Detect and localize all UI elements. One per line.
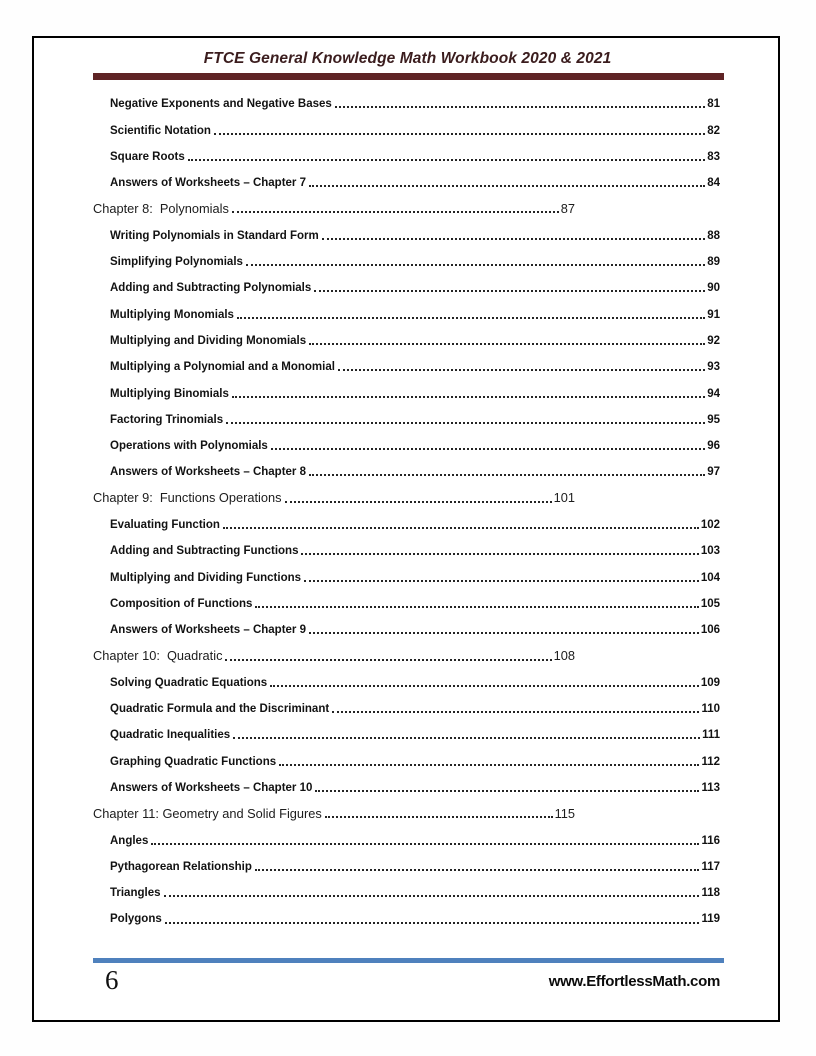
toc-entry-page: 111 [702, 729, 720, 742]
toc-leader-dots [165, 922, 700, 924]
toc-entry-page: 87 [560, 201, 575, 217]
toc-leader-dots [237, 317, 705, 319]
toc-entry-page: 88 [707, 229, 720, 242]
toc-entry-page: 94 [707, 387, 720, 400]
toc-entry-page: 104 [700, 571, 720, 584]
toc-row[interactable] [93, 636, 575, 662]
toc-leader-dots [325, 816, 553, 818]
toc-row[interactable] [93, 794, 575, 820]
toc-entry-label: Scientific Notation [110, 124, 211, 137]
toc-leader-dots [255, 606, 698, 608]
toc-entry-label: Answers of Worksheets – Chapter 9 [110, 624, 306, 637]
toc-entry-page: 108 [553, 648, 575, 664]
toc-leader-dots [270, 685, 699, 687]
toc-row[interactable] [93, 768, 720, 794]
toc-row[interactable] [93, 899, 720, 925]
toc-entry-label: Operations with Polynomials [110, 440, 268, 453]
toc-entry-label: Adding and Subtracting Polynomials [110, 282, 312, 295]
toc-entry-page: 109 [700, 676, 720, 689]
toc-entry-page: 92 [707, 334, 720, 347]
toc-entry-page: 105 [700, 597, 720, 610]
toc-leader-dots [309, 474, 705, 476]
toc-entry-label: Solving Quadratic Equations [110, 676, 268, 689]
toc-entry-page: 118 [701, 887, 720, 900]
toc-leader-dots [151, 843, 699, 845]
toc-entry-page: 113 [701, 781, 720, 794]
toc-row[interactable] [93, 321, 720, 347]
toc-entry-label: Quadratic Inequalities [110, 729, 231, 742]
toc-row[interactable] [93, 426, 720, 452]
toc-entry-page: 95 [707, 413, 720, 426]
toc-row[interactable] [93, 610, 720, 636]
toc-row[interactable] [93, 557, 720, 583]
toc-entry-label: Angles [110, 834, 149, 847]
toc-row[interactable] [93, 531, 720, 557]
toc-entry-label: Negative Exponents and Negative Bases [110, 98, 332, 111]
toc-entry-label: Simplifying Polynomials [110, 256, 243, 269]
footer-rule [93, 958, 724, 963]
toc-leader-dots [309, 632, 699, 634]
toc-leader-dots [335, 106, 705, 108]
toc-leader-dots [309, 185, 705, 187]
toc-entry-page: 116 [701, 834, 720, 847]
toc-leader-dots [279, 764, 699, 766]
toc-row[interactable] [93, 715, 720, 741]
toc-leader-dots [285, 501, 552, 503]
toc-leader-dots [314, 290, 705, 292]
toc-entry-page: 91 [707, 308, 720, 321]
toc-entry-label: Multiplying a Polynomial and a Monomial [110, 361, 335, 374]
toc-entry-label: Chapter 9: Functions Operations [93, 490, 282, 506]
page-title: FTCE General Knowledge Math Workbook 2020 & 2021 [203, 50, 612, 67]
toc-leader-dots [226, 422, 705, 424]
toc-leader-dots [309, 343, 705, 345]
toc-entry-label: Multiplying Binomials [110, 387, 229, 400]
toc-entry-label: Chapter 8: Polynomials [93, 201, 229, 217]
toc-entry-page: 81 [707, 98, 720, 111]
toc-entry-page: 82 [707, 124, 720, 137]
toc-row[interactable] [93, 373, 720, 399]
toc-row[interactable] [93, 242, 720, 268]
toc-entry-page: 112 [701, 755, 720, 768]
toc-row[interactable] [93, 294, 720, 320]
toc-entry-label: Square Roots [110, 150, 185, 163]
toc-entry-page: 96 [707, 440, 720, 453]
toc-entry-page: 97 [707, 466, 720, 479]
toc-entry-label: Answers of Worksheets – Chapter 7 [110, 177, 306, 190]
toc-entry-page: 102 [700, 518, 720, 531]
toc-entry-page: 83 [707, 150, 720, 163]
toc-row[interactable] [93, 189, 575, 215]
toc-row[interactable] [93, 215, 720, 241]
toc-entry-page: 89 [707, 256, 720, 269]
toc-row[interactable] [93, 820, 720, 846]
toc-entry-label: Multiplying Monomials [110, 308, 234, 321]
toc-leader-dots [255, 869, 700, 871]
toc-row[interactable] [93, 505, 720, 531]
toc-entry-page: 103 [700, 545, 720, 558]
toc-entry-page: 106 [700, 624, 720, 637]
toc-row[interactable] [93, 137, 720, 163]
toc-entry-page: 84 [707, 177, 720, 190]
toc-leader-dots [322, 238, 705, 240]
toc-row[interactable] [93, 400, 720, 426]
toc-list [93, 84, 720, 926]
toc-entry-page: 119 [701, 913, 720, 926]
toc-entry-label: Writing Polynomials in Standard Form [110, 229, 319, 242]
toc-entry-label: Factoring Trinomials [110, 413, 224, 426]
toc-row[interactable] [93, 478, 575, 504]
toc-entry-label: Composition of Functions [110, 597, 253, 610]
toc-row[interactable] [93, 110, 720, 136]
toc-leader-dots [271, 448, 705, 450]
toc-leader-dots [225, 659, 551, 661]
footer-page-number: 6 [105, 965, 119, 995]
toc-leader-dots [233, 737, 700, 739]
toc-entry-label: Multiplying and Dividing Monomials [110, 334, 307, 347]
toc-row[interactable] [93, 268, 720, 294]
toc-entry-label: Chapter 10: Quadratic [93, 648, 223, 664]
toc-leader-dots [188, 159, 705, 161]
header-rule [93, 73, 724, 80]
toc-entry-label: Multiplying and Dividing Functions [110, 571, 302, 584]
toc-row[interactable] [93, 84, 720, 110]
toc-leader-dots [246, 264, 705, 266]
toc-entry-label: Adding and Subtracting Functions [110, 545, 299, 558]
toc-entry-page: 117 [701, 860, 720, 873]
footer-website-link[interactable]: www.EffortlessMath.com [548, 973, 720, 990]
toc-leader-dots [223, 527, 699, 529]
toc-entry-label: Answers of Worksheets – Chapter 8 [110, 466, 306, 479]
toc-row[interactable] [93, 452, 720, 478]
toc-entry-page: 115 [554, 805, 575, 821]
toc-leader-dots [315, 790, 699, 792]
toc-entry-label: Polygons [110, 913, 162, 926]
toc-leader-dots [164, 895, 700, 897]
toc-row[interactable] [93, 663, 720, 689]
toc-row[interactable] [93, 741, 720, 767]
toc-row[interactable] [93, 163, 720, 189]
toc-leader-dots [232, 396, 705, 398]
toc-entry-label: Quadratic Formula and the Discriminant [110, 703, 330, 716]
toc-entry-label: Chapter 11: Geometry and Solid Figures [93, 805, 322, 821]
toc-entry-label: Graphing Quadratic Functions [110, 755, 277, 768]
toc-leader-dots [338, 369, 705, 371]
toc-entry-page: 93 [707, 361, 720, 374]
toc-leader-dots [214, 133, 705, 135]
toc-row[interactable] [93, 347, 720, 373]
toc-row[interactable] [93, 873, 720, 899]
toc-entry-label: Triangles [110, 887, 161, 900]
toc-entry-page: 90 [707, 282, 720, 295]
toc-leader-dots [332, 711, 699, 713]
toc-entry-label: Evaluating Function [110, 518, 220, 531]
toc-row[interactable] [93, 847, 720, 873]
toc-row[interactable] [93, 689, 720, 715]
toc-entry-label: Answers of Worksheets – Chapter 10 [110, 781, 313, 794]
toc-entry-page: 101 [553, 490, 575, 506]
toc-leader-dots [304, 580, 699, 582]
toc-row[interactable] [93, 584, 720, 610]
page-border [32, 36, 780, 1022]
toc-leader-dots [232, 211, 559, 213]
toc-entry-page: 110 [701, 703, 720, 716]
toc-leader-dots [301, 553, 698, 555]
toc-entry-label: Pythagorean Relationship [110, 860, 252, 873]
